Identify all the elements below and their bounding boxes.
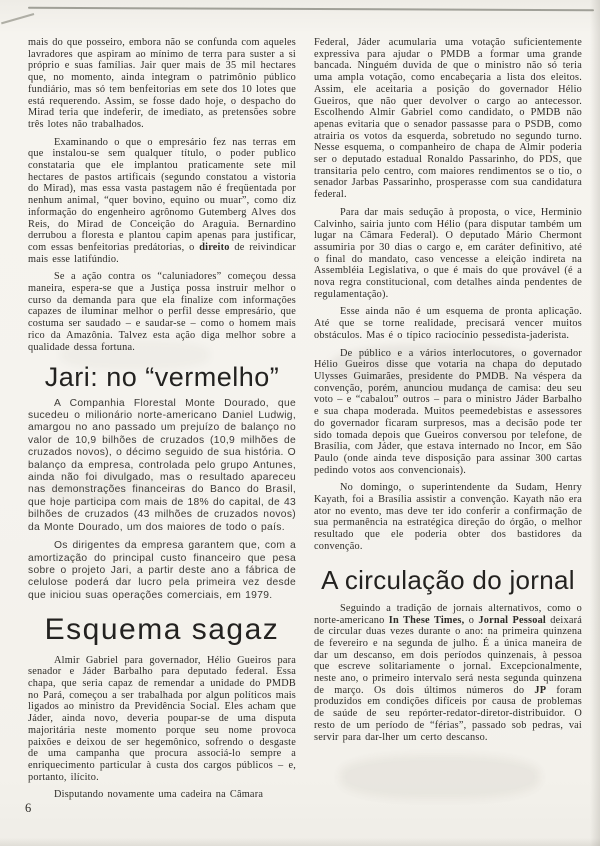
paragraph [314, 37, 582, 201]
body-text: Esse ainda não é um esquema de pronta aplicação. Até que se torne realidade, precisará vencer muitos obstáculos. Mas é o típico raciocínio pessedista-jaderista. [314, 306, 582, 341]
body-text: Examinando o que o empresário fez nas terras em que instalou-se sem qualquer título, o poder publico constataria que ele implantou praticamente sete mil hectares de pastos artificais (segundo constatou a vistoria do Mirad), mas essa vasta pastagem não é freqüentada por nenhum animal, “quer bovino, equino ou muar”, como diz informação do engenheiro agrônomo Gutemberg Alves dos Reis, do Mirad de Conceição do Araguia. Bernardino derrubou a floresta e plantou capim apenas para justificar, com essas benfeitorias predátorias, o [28, 136, 296, 253]
right-column [314, 37, 582, 743]
body-text: de reivindicar mais esse latifúndio. [28, 241, 296, 265]
body-text: deixará de circular duas vezes durante o ano: na primeira quinzena de fevereiro e na segunda de julho. É a única maneira de dar um descanso, em dois períodos quinzenais, à pessoa que escreve solitariamente o jornal. Excepcionalmente, neste ano, o primeiro intervalo será nesta segunda quinzena de março. Os dois últimos números do [314, 614, 583, 696]
section-heading: Jari: no “vermelho” [44, 362, 280, 393]
body-text: Os dirigentes da empresa garantem que, com a amortização do principal custo financeiro que pesa sobre o projeto Jari, a partir deste ano a fábrica de celulose poderá dar lucro pela primeira vez desde que iniciou suas operações comerciais, em 1979. [28, 540, 296, 601]
scan-shadow-right [590, 0, 600, 846]
bleed-through-spot [340, 755, 540, 799]
body-text: De público e a vários interlocutores, o governador Hélio Gueiros disse que votaria na chapa do deputado Ulysses Guimarães, presidente do PMDB. Na véspera da convenção, porém, anunciou mudança de camisa: deu seu voto – e “cabalou” outros – para o ministro Jáder Barbalho e sua chapa moderada. Muitos peemedebistas e assessores do governador ficaram surpresos, mas a decisão pode ter sido tomada depois que Gueiros conversou por telefone, de Brasília, com Jáder, que estava internado no Incor, em São Paulo (onde ainda teve disposição para assinar 300 cartas pedindo votos aos convencionais). [314, 347, 582, 476]
section-heading: Esquema sagaz [44, 613, 280, 647]
paragraph [314, 306, 582, 341]
body-text: Para dar mais sedução à proposta, o vice, Herminio Calvinho, sairia junto com Hélio (para disputar também um lugar na Câmara Federal). O deputado Mário Chermont assumiria por 30 dias o cargo e, em caráter definitivo, até o final do mandato, caso vencesse a eleição indireta na Assembléia Legislativa, o que é mais do que provável (é a nova regra constitucional, com detalhes ainda pendentes de regulamentação). [314, 206, 582, 300]
body-text: mais do que posseiro, embora não se confunda com aqueles lavradores que aspiram ao mínimo de terra para suster a si próprio e suas famílias. Jair quer mais de 35 mil hectares que, no momento, ainda integram o patrimônio público fundiário, mas só tem benfeitorias em sete dos 10 lotes que está requerendo. Assim, se fosse dado hoje, o despacho do Mirad teria que indeferir, de imediato, as pretensões sobre três lotes não trabalhados. [28, 37, 296, 130]
body-text: foram produzidos em condições difíceis por causa de problemas de saúde de seu repórter-redator-diretor-distribuidor. O resto de um período de “férias”, passado sob pedras, vai servir para dar-lher um certo descanso. [314, 684, 582, 743]
paragraph [28, 398, 296, 534]
page-number: 6 [25, 801, 32, 815]
body-text: Se a ação contra os “caluniadores” começou dessa maneira, espera-se que a Justiça possa instruir melhor o curso da demanda para que ela finalize com informações capazes de iluminar melhor o perfil desse empresário, que costuma ser saudado – e saudar-se – como o homem mais rico da Amazônia. Talvez esta ação diga melhor sobre a qualidade dessa fortuna. [28, 271, 296, 353]
paragraph [314, 482, 582, 552]
paragraph [28, 37, 296, 131]
body-text: Federal, Jáder acumularia uma votação suficientemente expressiva para ajudar o PMDB a formar uma grande bancada. Ninguém duvida de que o ministro não só teria uma ampla votação, como encabeçaria a lista dos eleitos. Assim, ele aceitaria a posição do governador Hélio Gueiros, que não quer devolver o cargo ao antecessor. Escolhendo Almir Gabriel como candidato, o PMDB não apenas evitaria que o senador passasse para o PSDB, como atrairia os votos da esquerda, sobretudo no segundo turno. Nesse esquema, o companheiro de chapa de Almir poderia ser o deputado estadual Ronaldo Passarinho, do PDS, que transitaria pelo centro, com maiores rendimentos se o tio, o senador Jarbas Passarinho, prosperasse com sua candidatura federal. [314, 37, 582, 201]
scan-shadow-bottom [0, 838, 600, 846]
bold-text: In These Times, [388, 614, 465, 626]
paragraph [28, 655, 296, 784]
paragraph [28, 137, 296, 266]
bold-text: Jornal Pessoal [478, 614, 546, 626]
paragraph [28, 789, 296, 801]
body-text: o [464, 614, 479, 626]
paragraph [314, 207, 582, 301]
scan-corner-fold [1, 13, 34, 24]
paragraph [28, 540, 296, 602]
paragraph [314, 348, 582, 477]
body-text: A Companhia Florestal Monte Dourado, que sucedeu o milionário norte-americano Daniel Ludwig, amargou no ano passado um prejuízo de balanço no valor de 10,9 bilhões de cruzados (10,9 milhões de cruzados novos), o décimo seguido de sua história. O balanço da empresa, controlada pelo grupo Antunes, ainda não foi divulgado, mas o resultado apareceu nas demonstrações financeiras do Banco do Brasil, que hoje participa com mais de 18% do capital, de 43 bilhões de cruzados (43 milhões de cruzados novos) da Monte Dourado, um dos maiores de todo o país. [28, 397, 297, 533]
left-column [28, 37, 296, 801]
bold-text: direito [199, 241, 230, 253]
body-text: Almir Gabriel para governador, Hélio Gueiros para senador e Jáder Barbalho para deputado federal. Essa chapa, que seria capaz de remendar a unidade do PMDB no Pará, começou a ser trabalhada por algun políticos mais ligados ao ministro da Previdência Social. Eles acham que Jáder, ainda novo, deveria poupar-se de uma disputa majoritária neste momento porque seu nome provoca paixões e deixou de ser hegemônico, sofrendo o desgaste de uma campanha que procura associá-lo sempre a enriquecimento particular à custa dos cargos públicos – e, portanto, ilícito. [28, 654, 296, 783]
paragraph [28, 271, 296, 353]
body-text: No domingo, o superintendente da Sudam, Henry Kayath, foi a Brasília assistir a convenção. Kayath não era ator no evento, mas deve ter ido conferir a confirmação de sua permanência na estratégica direção do órgão, o melhor resultado que ele poderia obter dos bastidores da convenção. [314, 482, 582, 552]
body-text: Seguindo a tradição de jornais alternativos, como o norte-americano [314, 602, 582, 626]
bold-text: JP [534, 684, 547, 696]
body-text: Disputando novamente uma cadeira na Câmara [54, 789, 264, 801]
paragraph [314, 603, 582, 743]
section-heading: A circulação do jornal [321, 564, 575, 595]
scan-edge-top [28, 7, 594, 11]
